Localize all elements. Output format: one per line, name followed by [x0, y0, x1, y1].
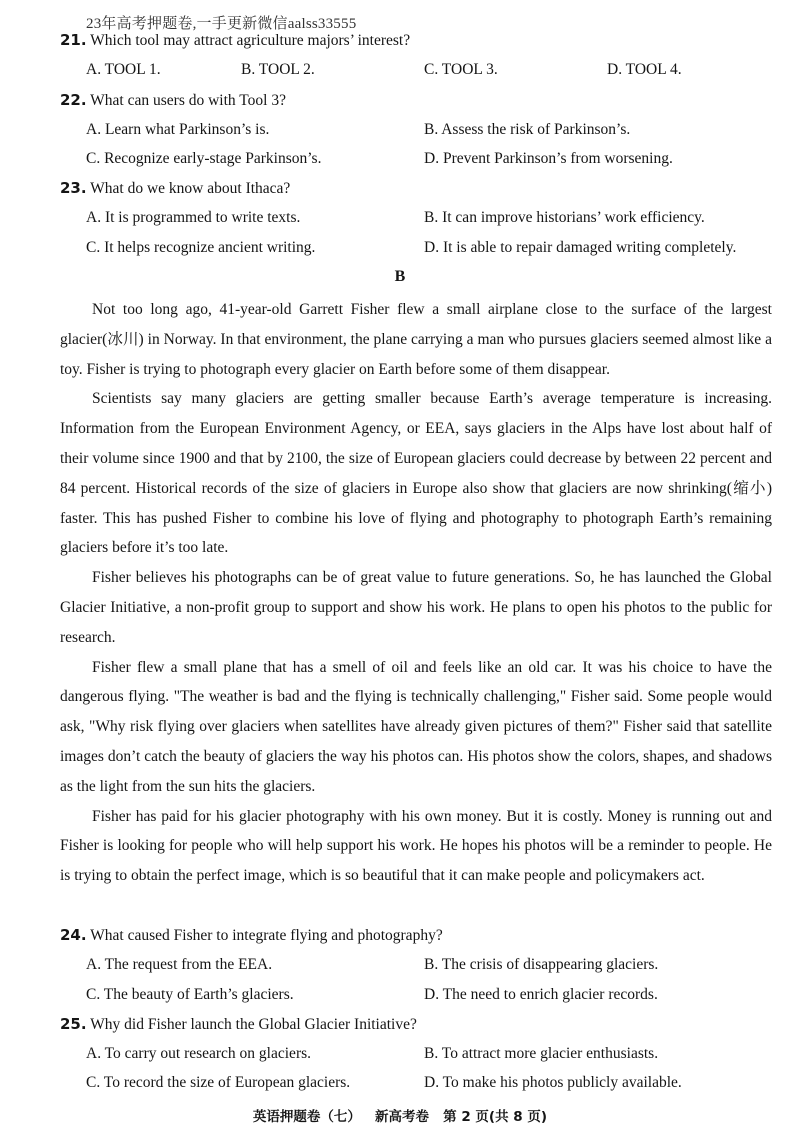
option-22d[interactable]: D. Prevent Parkinson’s from worsening. [424, 150, 673, 167]
option-23b[interactable]: B. It can improve historians’ work efficiency. [424, 209, 705, 226]
option-22a[interactable]: A. Learn what Parkinson’s is. [86, 121, 270, 138]
option-22b[interactable]: B. Assess the risk of Parkinson’s. [424, 121, 631, 138]
option-24c[interactable]: C. The beauty of Earth’s glaciers. [86, 986, 294, 1003]
option-22c[interactable]: C. Recognize early-stage Parkinson’s. [86, 150, 322, 167]
option-24a[interactable]: A. The request from the EEA. [86, 956, 273, 973]
question-text: What do we know about Ithaca? [86, 180, 291, 197]
option-23c[interactable]: C. It helps recognize ancient writing. [86, 239, 316, 256]
option-23a[interactable]: A. It is programmed to write texts. [86, 209, 301, 226]
option-21d[interactable]: D. TOOL 4. [607, 61, 682, 78]
option-21a[interactable]: A. TOOL 1. [86, 61, 161, 78]
question-21 [60, 30, 410, 51]
question-text: Which tool may attract agriculture majors’ interest? [86, 32, 411, 49]
passage-paragraph-4: Fisher flew a small plane that has a smell of oil and feels like an old car. It was his choice to have the dangerous flying. "The weather is bad and the flying is technically challenging," Fisher said. Some people would ask, "Why risk flying over glaciers when satellites have already given pictures of them?" Fisher said that satellite images don’t catch the beauty of glaciers the way his photos can. His photos show the colors, shapes, and shadows as the light from the sun hits the glaciers. [60, 658, 772, 795]
question-number: 25. [60, 1015, 87, 1033]
option-25d[interactable]: D. To make his photos publicly available. [424, 1074, 682, 1091]
passage-paragraph-5: Fisher has paid for his glacier photography with his own money. But it is costly. Money is running out and Fisher is looking for people who will help support his work. He hopes his photos will be a reminder to people. He is trying to obtain the perfect image, which is so beautiful that it can make people and policymakers act. [60, 807, 772, 885]
option-21c[interactable]: C. TOOL 3. [424, 61, 498, 78]
watermark-text: 23年高考押题卷,一手更新微信aalss33555 [86, 16, 357, 32]
passage-paragraph-3: Fisher believes his photographs can be of great value to future generations. So, he has launched the Global Glacier Initiative, a non-profit group to support and show his work. He plans to open his photos to the public for research. [60, 569, 772, 646]
question-text: What can users do with Tool 3? [86, 92, 286, 109]
question-number: 22. [60, 91, 87, 109]
page-footer: 英语押题卷（七） 新高考卷 第 2 页(共 8 页) [252, 1109, 548, 1125]
section-label: B [394, 268, 406, 285]
question-25 [60, 1014, 417, 1035]
question-number: 21. [60, 31, 87, 49]
option-25b[interactable]: B. To attract more glacier enthusiasts. [424, 1045, 659, 1062]
question-text: What caused Fisher to integrate flying and photography? [86, 927, 443, 944]
option-21b[interactable]: B. TOOL 2. [241, 61, 315, 78]
passage-paragraph-1: Not too long ago, 41-year-old Garrett Fisher flew a small airplane close to the surface of the largest glacier(冰川) in Norway. In that environment, the plane carrying a man who pursues glaciers seemed almost like a toy. Fisher is trying to photograph every glacier on Earth before some of them disappear. [60, 301, 772, 378]
question-text: Why did Fisher launch the Global Glacier Initiative? [86, 1016, 417, 1033]
option-25c[interactable]: C. To record the size of European glaciers. [86, 1074, 351, 1091]
question-number: 23. [60, 179, 87, 197]
reading-passage [60, 295, 772, 891]
option-24b[interactable]: B. The crisis of disappearing glaciers. [424, 956, 659, 973]
option-25a[interactable]: A. To carry out research on glaciers. [86, 1045, 312, 1062]
question-24 [60, 925, 443, 946]
question-22 [60, 90, 286, 111]
option-23d[interactable]: D. It is able to repair damaged writing completely. [424, 239, 737, 256]
passage-paragraph-2: Scientists say many glaciers are getting smaller because Earth’s average temperature is increasing. Information from the European Environment Agency, or EEA, says glaciers in the Alps have lost about half of their volume since 1900 and that by 2100, the size of European glaciers could decrease by between 22 percent and 84 percent. Historical records of the size of glaciers in Europe also show that glaciers are now shrinking(缩小) faster. This has pushed Fisher to combine his love of flying and photography to photograph Earth’s remaining glaciers before it’s too late. [60, 390, 772, 557]
question-number: 24. [60, 926, 87, 944]
option-24d[interactable]: D. The need to enrich glacier records. [424, 986, 658, 1003]
question-23 [60, 178, 290, 199]
